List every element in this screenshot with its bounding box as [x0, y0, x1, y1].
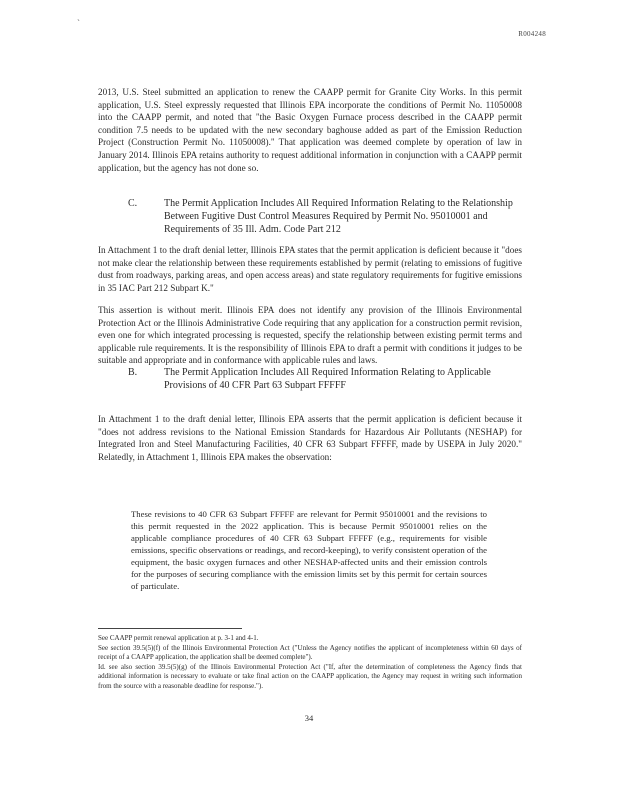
- footnote-1: See CAAPP permit renewal application at p. 3-1 and 4-1.: [98, 634, 259, 642]
- footnote-divider: [98, 628, 242, 629]
- section-title: The Permit Application Includes All Required Information Relating to the Relationship Between Fugitive Dust Control Measures Required by Permit No. 95010001 and Requirements of 35 Ill. Adm. Code Part 212: [164, 198, 513, 235]
- paragraph-4: In Attachment 1 to the draft denial letter, Illinois EPA asserts that the permit application is deficient because it "does not address revisions to the National Emission Standards for Hazardous Air Pollutants (NESHAP) for Integrated Iron and Steel Manufacturing Facilities, 40 CFR 63 Subpart FFFFF, made by USEPA in July 2020." Relatedly, in Attachment 1, Illinois EPA makes the observation:: [98, 414, 522, 462]
- paragraph-3: This assertion is without merit. Illinois EPA does not identify any provision of the Illinois Environmental Protection Act or the Illinois Administrative Code requiring that any application for a construction permit revision, even one for which integrated processing is requested, specify the relationship between existing permit terms and applicable rule requirements. It is the responsibility of Illinois EPA to draft a permit with conditions it judges to be suitable and appropriate and in conformance with applicable rules and laws.: [98, 305, 522, 366]
- footnote-3: Id. see also section 39.5(5)(g) of the Illinois Environmental Protection Act ("If, after the determination of completeness the Agency finds that additional information is necessary to evaluate or take final action on the CAAPP application, the Agency may request in writing such information from the source with a reasonable deadline for response.").: [98, 663, 522, 690]
- section-letter: B.: [128, 367, 138, 378]
- footnote-2: See section 39.5(5)(f) of the Illinois Environmental Protection Act ("Unless the Agency notifies the applicant of incompleteness within 60 days of receipt of a CAAPP application, the application shall be deemed complete").: [98, 644, 522, 662]
- section-title: The Permit Application Includes All Required Information Relating to Applicable Provisions of 40 CFR Part 63 Subpart FFFFF: [164, 367, 491, 391]
- block-quote: These revisions to 40 CFR 63 Subpart FFFFF are relevant for Permit 95010001 and the revisions to this permit requested in the 2022 application. This is because Permit 95010001 relies on the applicable compliance procedures of 40 CFR 63 Subpart FFFFF (e.g., requirements for visible emissions, specific observations or readings, and record-keeping), to verify consistent operation of the equipment, the basic oxygen furnaces and other NESHAP-affected units and their emission controls for the purposes of securing compliance with the emission limits set by this permit for certain sources of particulate.: [131, 509, 487, 591]
- scan-mark: `: [77, 18, 80, 28]
- section-letter: C.: [128, 198, 138, 209]
- page-number: 34: [304, 713, 314, 723]
- paragraph-1: 2013, U.S. Steel submitted an application to renew the CAAPP permit for Granite City Works. In this permit application, U.S. Steel expressly requested that Illinois EPA incorporate the conditions of Permit No. 11050008 into the CAAPP permit, and noted that "the Basic Oxygen Furnace process described in the CAAPP permit condition 7.5 needs to be updated with the new secondary baghouse added as part of the Emission Reduction Project (Construction Permit No. 11050008)." That application was deemed complete by operation of law in January 2014. Illinois EPA retains authority to request additional information in conjunction with a CAAPP permit application, but the agency has not done so.: [98, 87, 522, 173]
- bates-number: R004248: [518, 30, 546, 38]
- paragraph-2: In Attachment 1 to the draft denial letter, Illinois EPA states that the permit application is deficient because it "does not make clear the relationship between these requirements established by permit (relating to emissions of fugitive dust from roadways, parking areas, and open access areas) and state regulatory requirements for fugitive emissions in 35 IAC Part 212 Subpart K.": [98, 245, 522, 293]
